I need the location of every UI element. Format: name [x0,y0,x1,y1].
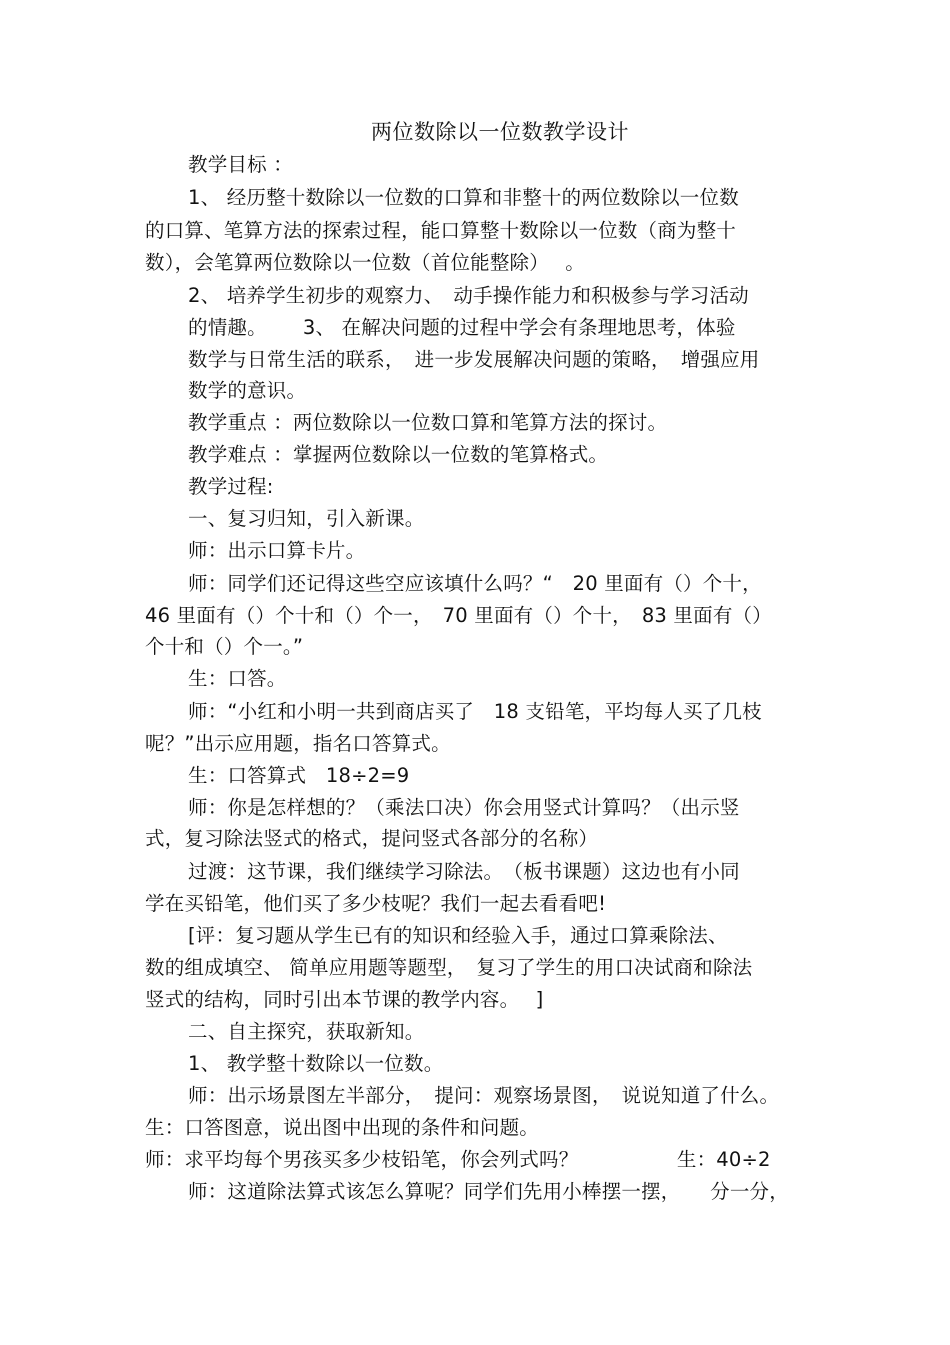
text-line: 生：口答算式 18÷2=9 [188,764,410,787]
text-line: 师：这道除法算式该怎么算呢？同学们先用小棒摆一摆， 分一分， [188,1180,789,1203]
text-line: 竖式的结构，同时引出本节课的教学内容。 ] [145,988,544,1011]
text-line: 教学难点 ：掌握两位数除以一位数的笔算格式。 [188,443,609,466]
text-line: 学在买铅笔，他们买了多少枝呢？我们一起去看看吧! [145,892,607,915]
document-title: 两位数除以一位数教学设计 [371,120,629,144]
text-line: 师：“小红和小明一共到商店买了 18 支铅笔，平均每人买了几枝 [188,700,762,723]
text-line: 46 里面有（）个十和（）个一， 70 里面有（）个十， 83 里面有（） [145,604,772,627]
text-line: 师：出示场景图左半部分， 提问：观察场景图， 说说知道了什么。 [188,1084,780,1107]
text-line: 师：同学们还记得这些空应该填什么吗？“ 20 里面有（）个十， [188,572,762,595]
text-line: 生：口答。 [188,667,287,690]
text-line: 教学重点 ：两位数除以一位数口算和笔算方法的探讨。 [188,411,668,434]
text-line: 数学与日常生活的联系， 进一步发展解决问题的策略， 增强应用 [188,348,760,371]
text-line: 呢？”出示应用题，指名口答算式。 [145,732,451,755]
text-line: 过渡：这节课，我们继续学习除法。 （板书课题）这边也有小同 [188,860,740,883]
text-line: 2、 培养学生初步的观察力、 动手操作能力和积极参与学习活动 [188,284,749,307]
text-line: 1、 经历整十数除以一位数的口算和非整十的两位数除以一位数 [188,186,739,209]
text-line: 个十和（）个一。” [145,635,304,658]
text-line: 数），会笔算两位数除以一位数（首位能整除） 。 [145,251,585,274]
text-line: 一、复习归知，引入新课。 [188,507,425,530]
text-line: 生：口答图意，说出图中出现的条件和问题。 [145,1116,540,1139]
text-line: 教学过程: [188,475,274,498]
text-line: 的情趣。 3、 在解决问题的过程中学会有条理地思考，体验 [188,316,736,339]
text-line: 师：出示口算卡片。 [188,539,366,562]
text-line: 的口算、笔算方法的探索过程，能口算整十数除以一位数（商为整十 [145,219,737,242]
text-line: 数学的意识。 [188,379,307,402]
text-line: 式，复习除法竖式的格式，提问竖式各部分的名称） [145,827,599,850]
text-line: 二、自主探究，获取新知。 [188,1020,425,1043]
text-line: 教学目标 ： [188,153,293,176]
text-line: 1、 教学整十数除以一位数。 [188,1052,444,1075]
text-line: 数的组成填空、 简单应用题等题型， 复习了学生的用口决试商和除法 [145,956,753,979]
text-line: 师：你是怎样想的？（乘法口决）你会用竖式计算吗？（出示竖 [188,796,740,819]
text-line: [评：复习题从学生已有的知识和经验入手，通过口算乘除法、 [188,924,728,947]
text-line: 师：求平均每个男孩买多少枝铅笔，你会列式吗？ 生：40÷2 [145,1148,771,1171]
